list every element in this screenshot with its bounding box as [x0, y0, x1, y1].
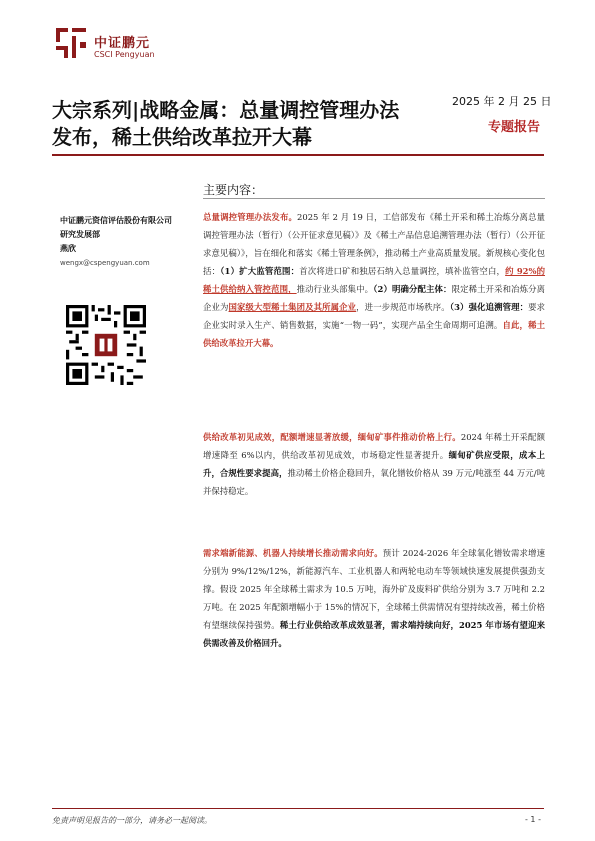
main-content-heading: 主要内容： — [203, 183, 264, 197]
footer-divider — [52, 808, 544, 809]
report-date: 2025 年 2 月 25 日 — [452, 95, 552, 108]
p2-text: 2024 年稀土开采配额增速降至 6%以内，供给改革初见成效，市场稳定性显著提升。 — [203, 432, 545, 460]
p3-conclusion: 稀土行业供给改革成效显著，需求端持续向好，2025 年市场有望迎来供需改善及价格回升。 — [203, 620, 545, 648]
p1-point-1-label: （1）扩大监管范围： — [220, 266, 300, 276]
main-content-divider — [203, 198, 545, 199]
footer-disclaimer: 免责声明见报告的一部分，请务必一起阅读。 — [52, 816, 212, 825]
title-line-1: 大宗系列|战略金属：总量调控管理办法 — [52, 98, 400, 122]
paragraph-policy — [203, 208, 545, 352]
paragraph-demand — [203, 544, 545, 652]
report-type-label: 专题报告 — [488, 120, 541, 135]
author-email[interactable]: wengx@cspengyuan.com — [60, 259, 150, 267]
p1-text: 2025 年 2 月 19 日，工信部发布《稀土开采和稀土冶炼分离总量调控管理办法（暂行）（公开征求意见稿）》及《稀土产品信息追溯管理办法（暂行）（公开征求意见稿）》，旨在细化和落实《稀土管理条例》，推动稀土产业高质量发展。新规核心变化包括： — [203, 212, 545, 276]
page-number: - 1 - — [525, 815, 541, 824]
logo-text-cn: 中证鹏元 — [94, 36, 151, 51]
p2-tail: 推动稀土价格企稳回升，氧化镨钕价格从 39 万元/吨涨至 44 万元/吨并保持稳定。 — [203, 468, 546, 496]
title-line-2: 发布，稀土供给改革拉开大幕 — [52, 125, 312, 149]
logo-mark-icon — [54, 26, 88, 60]
logo-text-en: CSCI Pengyuan — [94, 50, 155, 59]
p1-point-2-label: （2）明确分配主体： — [373, 284, 452, 294]
author-info — [60, 214, 195, 270]
department-name: 研究发展部 — [60, 230, 100, 239]
p1-point-3-text: 要求企业实时录入生产、销售数据，实施“一物一码”，实现产品全生命周期可追溯。 — [203, 302, 546, 330]
p2-highlight: 供给改革初见成效，配额增速显著放缓，缅甸矿事件推动价格上行。 — [203, 432, 461, 442]
paragraph-supply — [203, 428, 545, 500]
p1-point-2-highlight: 国家级大型稀土集团及其所属企业 — [228, 302, 357, 312]
p1-point-1-text: 首次将进口矿和独居石纳入总量调控，填补监管空白， — [299, 266, 506, 276]
p1-point-3-label: （3）强化追溯管理： — [449, 302, 529, 312]
header-divider — [52, 154, 544, 156]
p2-bold: 缅甸矿供应受限，成本上升，合规性要求提高， — [203, 450, 546, 478]
p1-highlight: 总量调控管理办法发布。 — [203, 212, 298, 222]
author-name: 燕欣 — [60, 244, 76, 253]
p1-point-1-highlight: 约 92%的稀土供给纳入管控范围， — [203, 266, 546, 294]
p3-text: 预计 2024-2026 年全球氧化镨钕需求增速分别为 9%/12%/12%，新能源汽车、工业机器人和两轮电动车等领域快速发展提供强劲支撑。假设 2025 年全球稀土需求为 10.5 万吨，海外矿及废料矿供给分别为 3.7 万吨和 2.2 万吨。在 2025 年配额增幅小于 15%的情况下，全球稀土供需情况有望持续改善，稀土价格有望继续保持强势。 — [203, 548, 546, 630]
company-logo — [54, 24, 174, 68]
p1-point-2-tail: ，进一步规范市场秩序。 — [356, 302, 450, 312]
qr-code-icon — [66, 305, 146, 385]
company-name: 中证鹏元资信评估股份有限公司 — [60, 216, 172, 225]
p1-point-2-text: 限定稀土开采和冶炼分离企业为 — [203, 284, 546, 312]
p1-point-1-tail: 推动行业头部集中。 — [296, 284, 374, 294]
p3-highlight: 需求端新能源、机器人持续增长推动需求向好。 — [203, 548, 383, 558]
report-title — [52, 97, 452, 151]
p1-conclusion: 自此，稀土供给改革拉开大幕。 — [203, 320, 546, 348]
